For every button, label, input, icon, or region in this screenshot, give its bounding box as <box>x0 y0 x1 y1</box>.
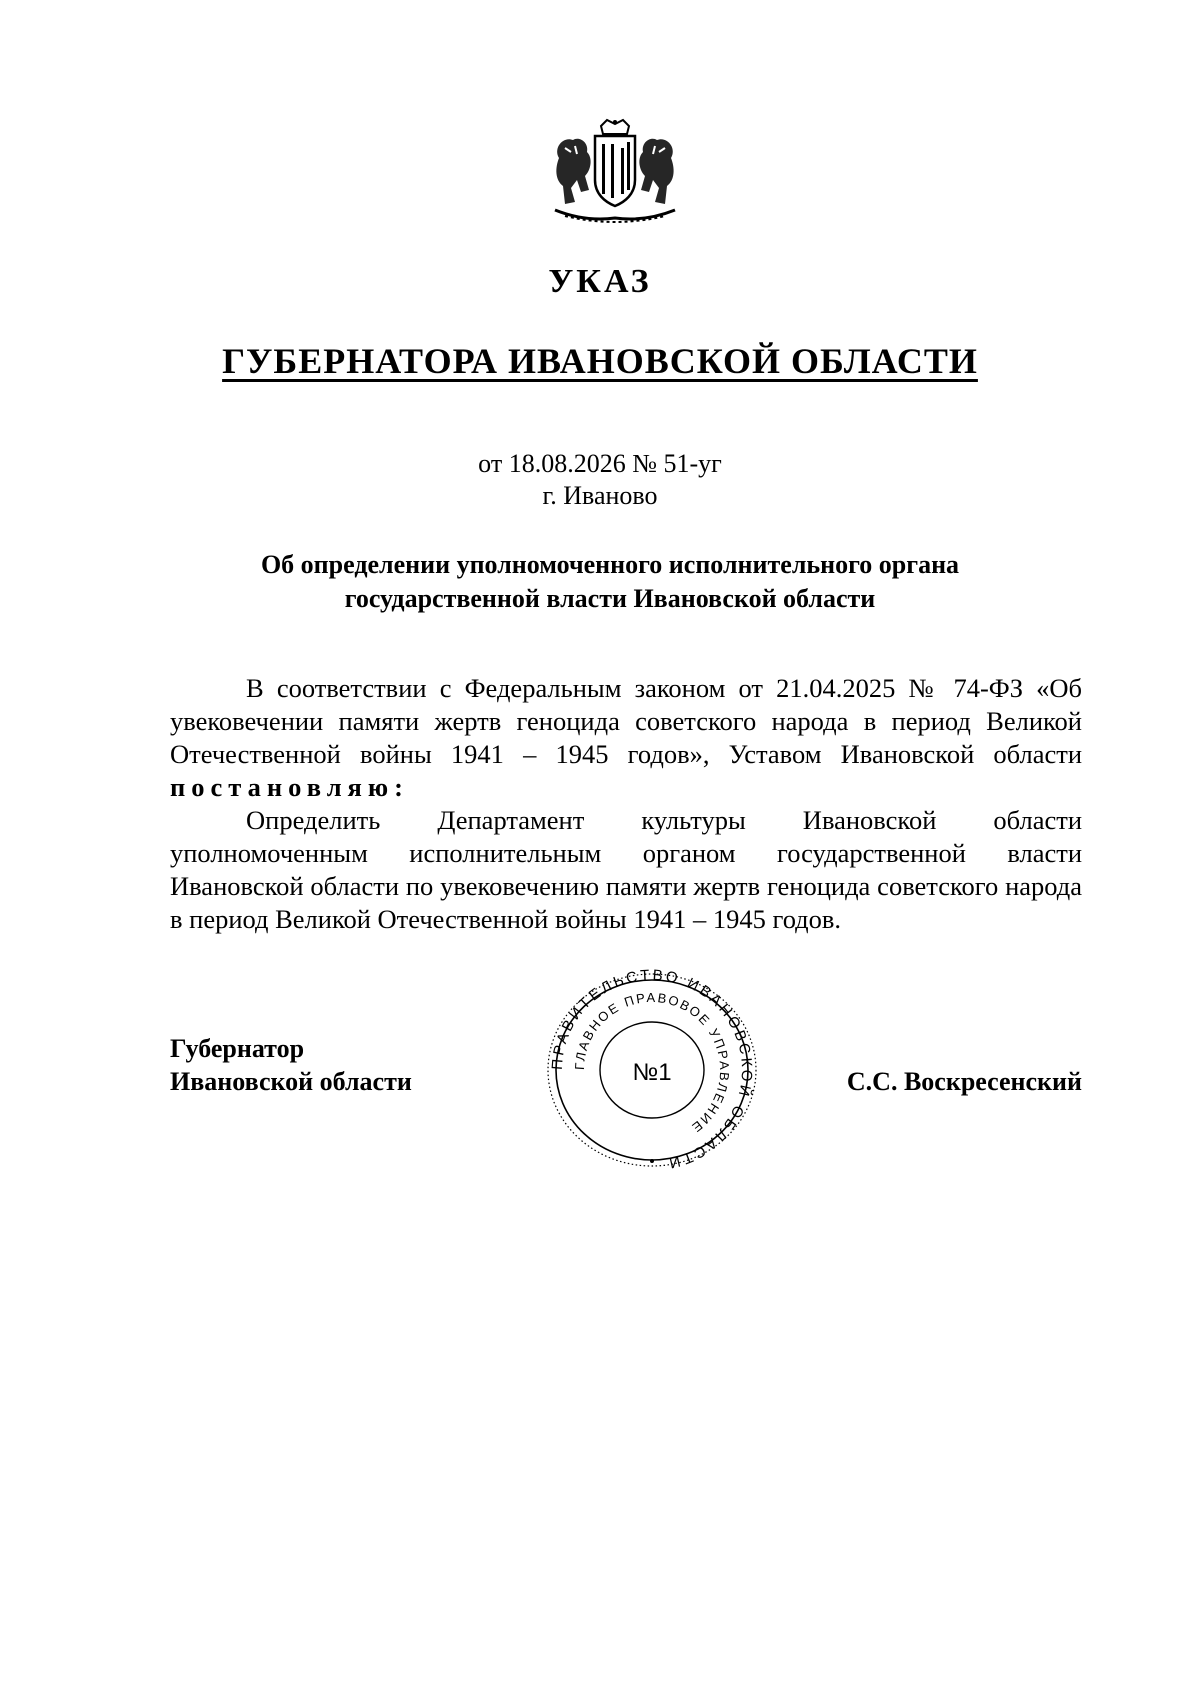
document-type-heading: УКАЗ <box>548 263 652 300</box>
decree-word: постановляю <box>170 772 395 802</box>
city-line: г. Иваново <box>542 481 658 510</box>
position-line-1: Губернатор <box>170 1034 305 1063</box>
document-subject <box>230 548 990 616</box>
date-number-line: от 18.08.2026 № 51-уг <box>478 449 722 478</box>
clause-paragraph: Определить Департамент культуры Ивановской области уполномоченным исполнительным органом государственной власти Ивановской области по увековечению памяти жертв геноцида советского народа в период Великой Отечественной войны 1941 – 1945 годов. <box>170 805 1082 934</box>
preamble-text: В соответствии с Федеральным законом от 21.04.2025 № 74-ФЗ «Об увековечении памяти жертв геноцида советского народа в период Великой Отечественной войны 1941 – 1945 годов», Уставом Ивановской области <box>170 673 1082 769</box>
stamp-number: №1 <box>632 1059 672 1086</box>
document-body <box>170 672 1082 936</box>
subject-line-2: государственной власти Ивановской области <box>344 584 876 613</box>
stamp-outer-text: ПРАВИТЕЛЬСТВО ИВАНОВСКОЙ ОБЛАСТИ <box>548 966 756 1172</box>
official-stamp <box>532 965 772 1175</box>
stamp-inner-text: ГЛАВНОЕ ПРАВОВОЕ УПРАВЛЕНИЕ <box>571 989 733 1137</box>
signatory-name: С.С. Воскресенский <box>846 1067 1082 1096</box>
subject-line-1: Об определении уполномоченного исполнительного органа <box>260 550 960 579</box>
position-line-2: Ивановской области <box>170 1067 412 1096</box>
coat-of-arms-icon <box>545 118 685 228</box>
preamble-paragraph <box>170 672 1082 804</box>
signatory-position <box>170 1032 530 1098</box>
issuer-heading-text: ГУБЕРНАТОРА ИВАНОВСКОЙ ОБЛАСТИ <box>222 341 978 381</box>
issuer-heading <box>0 340 1200 382</box>
decree-colon: : <box>394 772 403 802</box>
